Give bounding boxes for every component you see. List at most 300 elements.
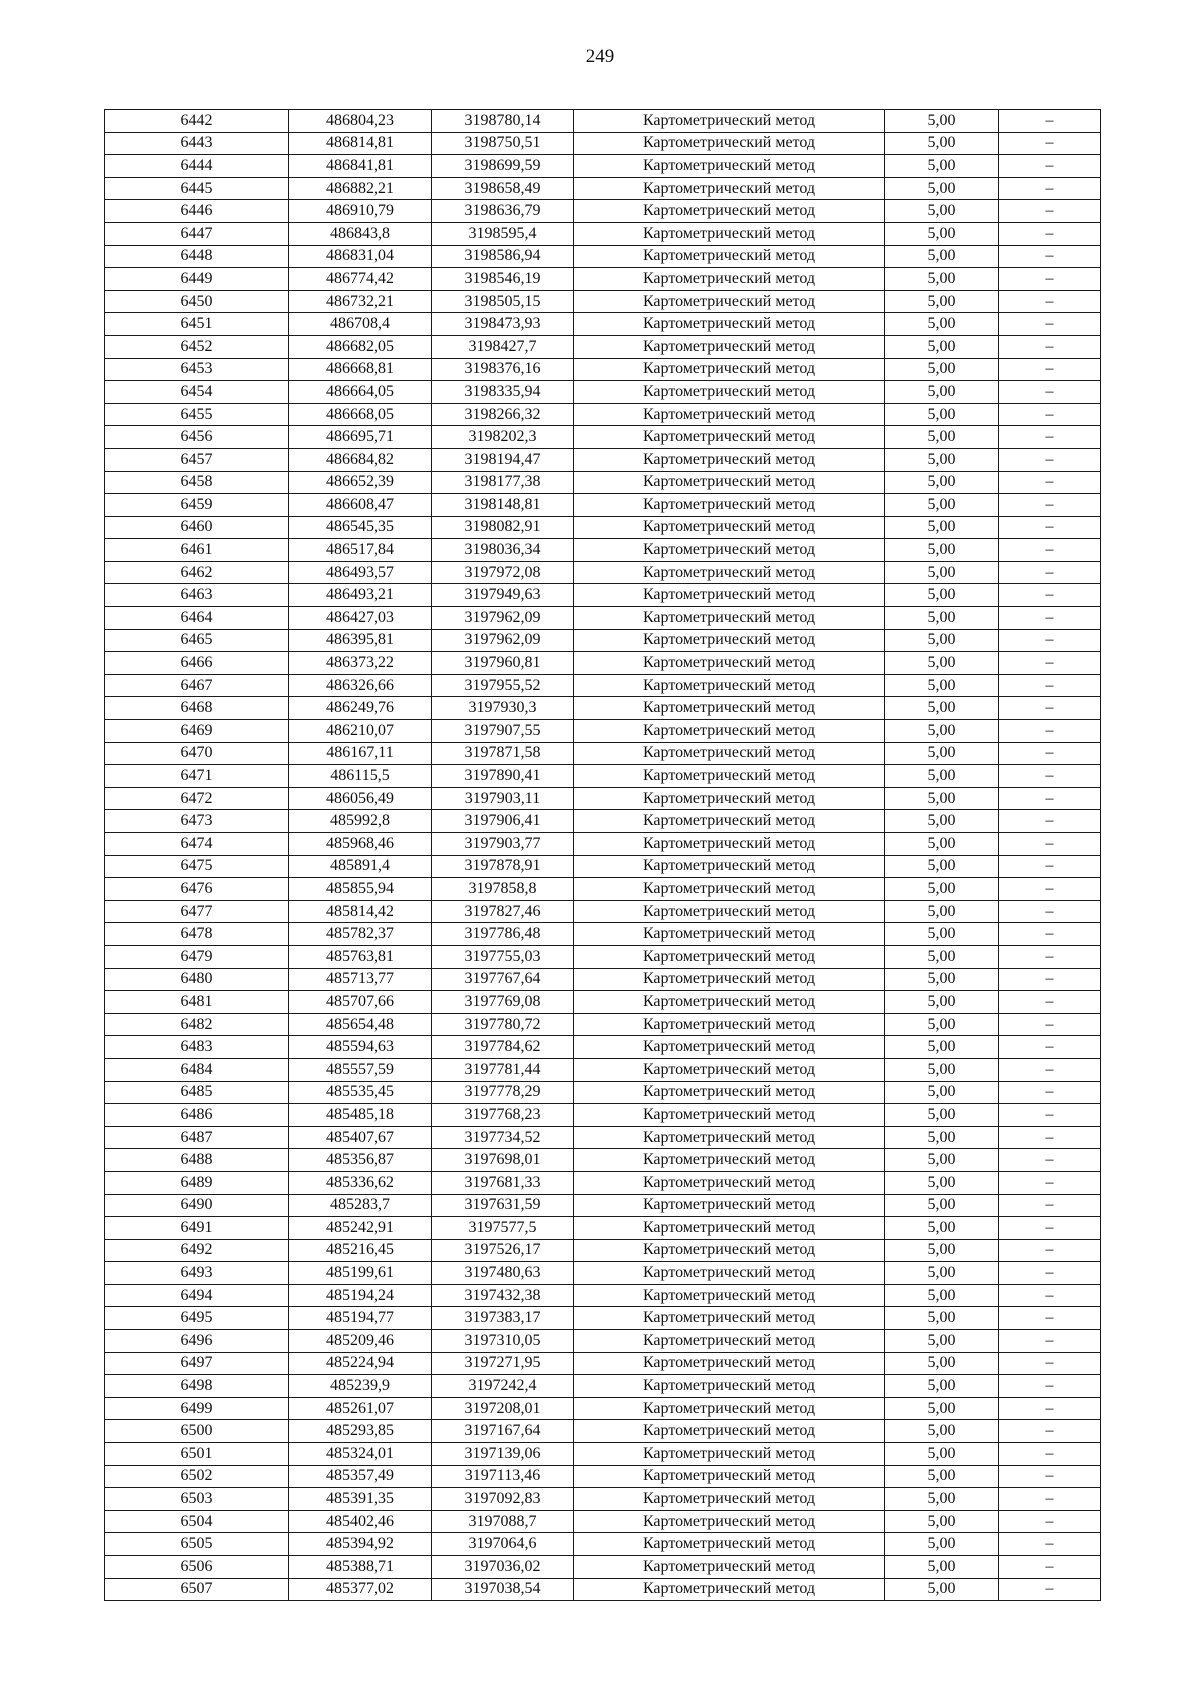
y-coordinate-cell: 3198699,59 (432, 155, 574, 178)
point-number-cell: 6448 (105, 245, 289, 268)
accuracy-cell: 5,00 (885, 1284, 999, 1307)
x-coordinate-cell: 486545,35 (289, 516, 432, 539)
y-coordinate-cell: 3197432,38 (432, 1284, 574, 1307)
table-row (105, 878, 1101, 901)
point-number-cell: 6477 (105, 900, 289, 923)
accuracy-cell: 5,00 (885, 1126, 999, 1149)
description-cell: – (999, 1375, 1101, 1398)
description-cell: – (999, 923, 1101, 946)
table-row (105, 471, 1101, 494)
description-cell: – (999, 335, 1101, 358)
accuracy-cell: 5,00 (885, 900, 999, 923)
accuracy-cell: 5,00 (885, 878, 999, 901)
x-coordinate-cell: 486843,8 (289, 222, 432, 245)
y-coordinate-cell: 3198335,94 (432, 381, 574, 404)
accuracy-cell: 5,00 (885, 629, 999, 652)
x-coordinate-cell: 485485,18 (289, 1104, 432, 1127)
table-row (105, 810, 1101, 833)
method-cell: Картометрический метод (574, 674, 885, 697)
table-row (105, 403, 1101, 426)
y-coordinate-cell: 3198780,14 (432, 110, 574, 133)
table-row (105, 1307, 1101, 1330)
x-coordinate-cell: 486910,79 (289, 200, 432, 223)
y-coordinate-cell: 3197271,95 (432, 1352, 574, 1375)
accuracy-cell: 5,00 (885, 426, 999, 449)
y-coordinate-cell: 3197734,52 (432, 1126, 574, 1149)
x-coordinate-cell: 485216,45 (289, 1239, 432, 1262)
point-number-cell: 6445 (105, 177, 289, 200)
x-coordinate-cell: 486732,21 (289, 290, 432, 313)
table-row (105, 1375, 1101, 1398)
description-cell: – (999, 1443, 1101, 1466)
accuracy-cell: 5,00 (885, 945, 999, 968)
description-cell: – (999, 742, 1101, 765)
description-cell: – (999, 403, 1101, 426)
accuracy-cell: 5,00 (885, 1352, 999, 1375)
x-coordinate-cell: 485707,66 (289, 991, 432, 1014)
method-cell: Картометрический метод (574, 1194, 885, 1217)
point-number-cell: 6450 (105, 290, 289, 313)
method-cell: Картометрический метод (574, 245, 885, 268)
x-coordinate-cell: 485391,35 (289, 1488, 432, 1511)
accuracy-cell: 5,00 (885, 200, 999, 223)
x-coordinate-cell: 486517,84 (289, 539, 432, 562)
method-cell: Картометрический метод (574, 1013, 885, 1036)
point-number-cell: 6506 (105, 1556, 289, 1579)
description-cell: – (999, 1397, 1101, 1420)
method-cell: Картометрический метод (574, 878, 885, 901)
accuracy-cell: 5,00 (885, 1058, 999, 1081)
point-number-cell: 6495 (105, 1307, 289, 1330)
x-coordinate-cell: 485283,7 (289, 1194, 432, 1217)
point-number-cell: 6447 (105, 222, 289, 245)
table-row (105, 1013, 1101, 1036)
accuracy-cell: 5,00 (885, 1194, 999, 1217)
y-coordinate-cell: 3198473,93 (432, 313, 574, 336)
description-cell: – (999, 539, 1101, 562)
description-cell: – (999, 765, 1101, 788)
point-number-cell: 6478 (105, 923, 289, 946)
x-coordinate-cell: 485261,07 (289, 1397, 432, 1420)
y-coordinate-cell: 3198376,16 (432, 358, 574, 381)
y-coordinate-cell: 3198427,7 (432, 335, 574, 358)
description-cell: – (999, 945, 1101, 968)
y-coordinate-cell: 3198202,3 (432, 426, 574, 449)
table-row (105, 607, 1101, 630)
y-coordinate-cell: 3197064,6 (432, 1533, 574, 1556)
table-row (105, 1104, 1101, 1127)
accuracy-cell: 5,00 (885, 1443, 999, 1466)
method-cell: Картометрический метод (574, 1488, 885, 1511)
x-coordinate-cell: 486814,81 (289, 132, 432, 155)
description-cell: – (999, 968, 1101, 991)
table-row (105, 426, 1101, 449)
y-coordinate-cell: 3198194,47 (432, 448, 574, 471)
point-number-cell: 6454 (105, 381, 289, 404)
table-row (105, 1465, 1101, 1488)
table-row (105, 155, 1101, 178)
table-row (105, 584, 1101, 607)
accuracy-cell: 5,00 (885, 1375, 999, 1398)
y-coordinate-cell: 3198082,91 (432, 516, 574, 539)
accuracy-cell: 5,00 (885, 607, 999, 630)
point-number-cell: 6474 (105, 833, 289, 856)
x-coordinate-cell: 485293,85 (289, 1420, 432, 1443)
method-cell: Картометрический метод (574, 833, 885, 856)
table-row (105, 674, 1101, 697)
point-number-cell: 6485 (105, 1081, 289, 1104)
point-number-cell: 6460 (105, 516, 289, 539)
x-coordinate-cell: 486668,81 (289, 358, 432, 381)
point-number-cell: 6505 (105, 1533, 289, 1556)
table-row (105, 1239, 1101, 1262)
table-row (105, 1036, 1101, 1059)
method-cell: Картометрический метод (574, 742, 885, 765)
description-cell: – (999, 494, 1101, 517)
x-coordinate-cell: 485891,4 (289, 855, 432, 878)
y-coordinate-cell: 3197858,8 (432, 878, 574, 901)
method-cell: Картометрический метод (574, 1262, 885, 1285)
point-number-cell: 6504 (105, 1510, 289, 1533)
description-cell: – (999, 1420, 1101, 1443)
method-cell: Картометрический метод (574, 787, 885, 810)
accuracy-cell: 5,00 (885, 539, 999, 562)
table-row (105, 1149, 1101, 1172)
method-cell: Картометрический метод (574, 132, 885, 155)
description-cell: – (999, 1533, 1101, 1556)
point-number-cell: 6497 (105, 1352, 289, 1375)
table-row (105, 991, 1101, 1014)
point-number-cell: 6492 (105, 1239, 289, 1262)
y-coordinate-cell: 3198750,51 (432, 132, 574, 155)
description-cell: – (999, 1217, 1101, 1240)
point-number-cell: 6444 (105, 155, 289, 178)
y-coordinate-cell: 3198595,4 (432, 222, 574, 245)
table-row (105, 697, 1101, 720)
point-number-cell: 6459 (105, 494, 289, 517)
description-cell: – (999, 1307, 1101, 1330)
method-cell: Картометрический метод (574, 1443, 885, 1466)
y-coordinate-cell: 3197242,4 (432, 1375, 574, 1398)
y-coordinate-cell: 3198586,94 (432, 245, 574, 268)
accuracy-cell: 5,00 (885, 1556, 999, 1579)
table-row (105, 1217, 1101, 1240)
point-number-cell: 6470 (105, 742, 289, 765)
x-coordinate-cell: 486882,21 (289, 177, 432, 200)
description-cell: – (999, 313, 1101, 336)
point-number-cell: 6480 (105, 968, 289, 991)
point-number-cell: 6457 (105, 448, 289, 471)
description-cell: – (999, 155, 1101, 178)
table-row (105, 787, 1101, 810)
x-coordinate-cell: 485992,8 (289, 810, 432, 833)
table-row (105, 358, 1101, 381)
table-row (105, 245, 1101, 268)
description-cell: – (999, 697, 1101, 720)
table-row (105, 1081, 1101, 1104)
y-coordinate-cell: 3197960,81 (432, 652, 574, 675)
accuracy-cell: 5,00 (885, 923, 999, 946)
method-cell: Картометрический метод (574, 561, 885, 584)
x-coordinate-cell: 485388,71 (289, 1556, 432, 1579)
method-cell: Картометрический метод (574, 1036, 885, 1059)
table-row (105, 1578, 1101, 1601)
description-cell: – (999, 222, 1101, 245)
point-number-cell: 6468 (105, 697, 289, 720)
table-row (105, 1058, 1101, 1081)
y-coordinate-cell: 3198505,15 (432, 290, 574, 313)
accuracy-cell: 5,00 (885, 471, 999, 494)
point-number-cell: 6484 (105, 1058, 289, 1081)
point-number-cell: 6462 (105, 561, 289, 584)
accuracy-cell: 5,00 (885, 1036, 999, 1059)
table-row (105, 833, 1101, 856)
point-number-cell: 6496 (105, 1330, 289, 1353)
point-number-cell: 6489 (105, 1171, 289, 1194)
accuracy-cell: 5,00 (885, 1081, 999, 1104)
description-cell: – (999, 381, 1101, 404)
description-cell: – (999, 1104, 1101, 1127)
description-cell: – (999, 652, 1101, 675)
y-coordinate-cell: 3198177,38 (432, 471, 574, 494)
x-coordinate-cell: 486056,49 (289, 787, 432, 810)
point-number-cell: 6453 (105, 358, 289, 381)
y-coordinate-cell: 3197036,02 (432, 1556, 574, 1579)
method-cell: Картометрический метод (574, 177, 885, 200)
accuracy-cell: 5,00 (885, 268, 999, 291)
accuracy-cell: 5,00 (885, 1578, 999, 1601)
point-number-cell: 6486 (105, 1104, 289, 1127)
method-cell: Картометрический метод (574, 765, 885, 788)
point-number-cell: 6443 (105, 132, 289, 155)
method-cell: Картометрический метод (574, 110, 885, 133)
y-coordinate-cell: 3197903,11 (432, 787, 574, 810)
accuracy-cell: 5,00 (885, 1420, 999, 1443)
method-cell: Картометрический метод (574, 313, 885, 336)
table-row (105, 177, 1101, 200)
method-cell: Картометрический метод (574, 1171, 885, 1194)
description-cell: – (999, 1330, 1101, 1353)
table-row (105, 1397, 1101, 1420)
accuracy-cell: 5,00 (885, 222, 999, 245)
method-cell: Картометрический метод (574, 471, 885, 494)
method-cell: Картометрический метод (574, 222, 885, 245)
point-number-cell: 6456 (105, 426, 289, 449)
table-row (105, 1330, 1101, 1353)
point-number-cell: 6463 (105, 584, 289, 607)
accuracy-cell: 5,00 (885, 358, 999, 381)
method-cell: Картометрический метод (574, 1533, 885, 1556)
point-number-cell: 6465 (105, 629, 289, 652)
x-coordinate-cell: 486210,07 (289, 720, 432, 743)
point-number-cell: 6503 (105, 1488, 289, 1511)
x-coordinate-cell: 485194,24 (289, 1284, 432, 1307)
description-cell: – (999, 1149, 1101, 1172)
description-cell: – (999, 1013, 1101, 1036)
point-number-cell: 6502 (105, 1465, 289, 1488)
accuracy-cell: 5,00 (885, 584, 999, 607)
point-number-cell: 6471 (105, 765, 289, 788)
point-number-cell: 6469 (105, 720, 289, 743)
y-coordinate-cell: 3197698,01 (432, 1149, 574, 1172)
table-row (105, 1533, 1101, 1556)
y-coordinate-cell: 3197310,05 (432, 1330, 574, 1353)
y-coordinate-cell: 3197755,03 (432, 945, 574, 968)
x-coordinate-cell: 485402,46 (289, 1510, 432, 1533)
x-coordinate-cell: 485356,87 (289, 1149, 432, 1172)
method-cell: Картометрический метод (574, 448, 885, 471)
method-cell: Картометрический метод (574, 1352, 885, 1375)
method-cell: Картометрический метод (574, 720, 885, 743)
accuracy-cell: 5,00 (885, 855, 999, 878)
x-coordinate-cell: 485855,94 (289, 878, 432, 901)
x-coordinate-cell: 486115,5 (289, 765, 432, 788)
y-coordinate-cell: 3197383,17 (432, 1307, 574, 1330)
method-cell: Картометрический метод (574, 516, 885, 539)
accuracy-cell: 5,00 (885, 1330, 999, 1353)
accuracy-cell: 5,00 (885, 652, 999, 675)
x-coordinate-cell: 486427,03 (289, 607, 432, 630)
y-coordinate-cell: 3197631,59 (432, 1194, 574, 1217)
description-cell: – (999, 1058, 1101, 1081)
table-row (105, 539, 1101, 562)
method-cell: Картометрический метод (574, 1307, 885, 1330)
method-cell: Картометрический метод (574, 1556, 885, 1579)
y-coordinate-cell: 3197962,09 (432, 607, 574, 630)
x-coordinate-cell: 485713,77 (289, 968, 432, 991)
table-row (105, 110, 1101, 133)
table-row (105, 765, 1101, 788)
method-cell: Картометрический метод (574, 200, 885, 223)
x-coordinate-cell: 485199,61 (289, 1262, 432, 1285)
accuracy-cell: 5,00 (885, 177, 999, 200)
method-cell: Картометрический метод (574, 1126, 885, 1149)
point-number-cell: 6464 (105, 607, 289, 630)
y-coordinate-cell: 3197955,52 (432, 674, 574, 697)
y-coordinate-cell: 3197930,3 (432, 697, 574, 720)
x-coordinate-cell: 486493,57 (289, 561, 432, 584)
x-coordinate-cell: 485242,91 (289, 1217, 432, 1240)
table-row (105, 200, 1101, 223)
y-coordinate-cell: 3198658,49 (432, 177, 574, 200)
accuracy-cell: 5,00 (885, 833, 999, 856)
x-coordinate-cell: 486652,39 (289, 471, 432, 494)
y-coordinate-cell: 3197827,46 (432, 900, 574, 923)
accuracy-cell: 5,00 (885, 245, 999, 268)
method-cell: Картометрический метод (574, 539, 885, 562)
table-row (105, 132, 1101, 155)
point-number-cell: 6442 (105, 110, 289, 133)
description-cell: – (999, 516, 1101, 539)
x-coordinate-cell: 486493,21 (289, 584, 432, 607)
table-row (105, 268, 1101, 291)
accuracy-cell: 5,00 (885, 968, 999, 991)
y-coordinate-cell: 3197903,77 (432, 833, 574, 856)
point-number-cell: 6476 (105, 878, 289, 901)
accuracy-cell: 5,00 (885, 110, 999, 133)
method-cell: Картометрический метод (574, 1058, 885, 1081)
x-coordinate-cell: 485224,94 (289, 1352, 432, 1375)
table-row (105, 855, 1101, 878)
y-coordinate-cell: 3197890,41 (432, 765, 574, 788)
accuracy-cell: 5,00 (885, 1262, 999, 1285)
method-cell: Картометрический метод (574, 1330, 885, 1353)
method-cell: Картометрический метод (574, 900, 885, 923)
accuracy-cell: 5,00 (885, 720, 999, 743)
table-row (105, 900, 1101, 923)
description-cell: – (999, 290, 1101, 313)
coordinates-table-body (105, 110, 1101, 1601)
y-coordinate-cell: 3197038,54 (432, 1578, 574, 1601)
point-number-cell: 6452 (105, 335, 289, 358)
point-number-cell: 6475 (105, 855, 289, 878)
description-cell: – (999, 245, 1101, 268)
y-coordinate-cell: 3197092,83 (432, 1488, 574, 1511)
description-cell: – (999, 1262, 1101, 1285)
accuracy-cell: 5,00 (885, 313, 999, 336)
y-coordinate-cell: 3197769,08 (432, 991, 574, 1014)
method-cell: Картометрический метод (574, 1420, 885, 1443)
y-coordinate-cell: 3197871,58 (432, 742, 574, 765)
description-cell: – (999, 1465, 1101, 1488)
y-coordinate-cell: 3197768,23 (432, 1104, 574, 1127)
y-coordinate-cell: 3197088,7 (432, 1510, 574, 1533)
x-coordinate-cell: 486668,05 (289, 403, 432, 426)
y-coordinate-cell: 3197781,44 (432, 1058, 574, 1081)
description-cell: – (999, 629, 1101, 652)
point-number-cell: 6499 (105, 1397, 289, 1420)
y-coordinate-cell: 3197167,64 (432, 1420, 574, 1443)
x-coordinate-cell: 486831,04 (289, 245, 432, 268)
accuracy-cell: 5,00 (885, 1465, 999, 1488)
y-coordinate-cell: 3198266,32 (432, 403, 574, 426)
x-coordinate-cell: 485394,92 (289, 1533, 432, 1556)
description-cell: – (999, 448, 1101, 471)
table-row (105, 945, 1101, 968)
method-cell: Картометрический метод (574, 629, 885, 652)
accuracy-cell: 5,00 (885, 1397, 999, 1420)
x-coordinate-cell: 486841,81 (289, 155, 432, 178)
table-row (105, 1556, 1101, 1579)
description-cell: – (999, 1194, 1101, 1217)
description-cell: – (999, 1578, 1101, 1601)
accuracy-cell: 5,00 (885, 1171, 999, 1194)
point-number-cell: 6500 (105, 1420, 289, 1443)
y-coordinate-cell: 3197949,63 (432, 584, 574, 607)
method-cell: Картометрический метод (574, 855, 885, 878)
x-coordinate-cell: 485324,01 (289, 1443, 432, 1466)
description-cell: – (999, 810, 1101, 833)
accuracy-cell: 5,00 (885, 765, 999, 788)
accuracy-cell: 5,00 (885, 674, 999, 697)
description-cell: – (999, 1352, 1101, 1375)
y-coordinate-cell: 3197786,48 (432, 923, 574, 946)
description-cell: – (999, 1081, 1101, 1104)
x-coordinate-cell: 486395,81 (289, 629, 432, 652)
accuracy-cell: 5,00 (885, 155, 999, 178)
table-row (105, 561, 1101, 584)
description-cell: – (999, 200, 1101, 223)
point-number-cell: 6493 (105, 1262, 289, 1285)
table-row (105, 1284, 1101, 1307)
description-cell: – (999, 991, 1101, 1014)
point-number-cell: 6458 (105, 471, 289, 494)
x-coordinate-cell: 485239,9 (289, 1375, 432, 1398)
x-coordinate-cell: 485557,59 (289, 1058, 432, 1081)
point-number-cell: 6472 (105, 787, 289, 810)
point-number-cell: 6494 (105, 1284, 289, 1307)
description-cell: – (999, 1556, 1101, 1579)
